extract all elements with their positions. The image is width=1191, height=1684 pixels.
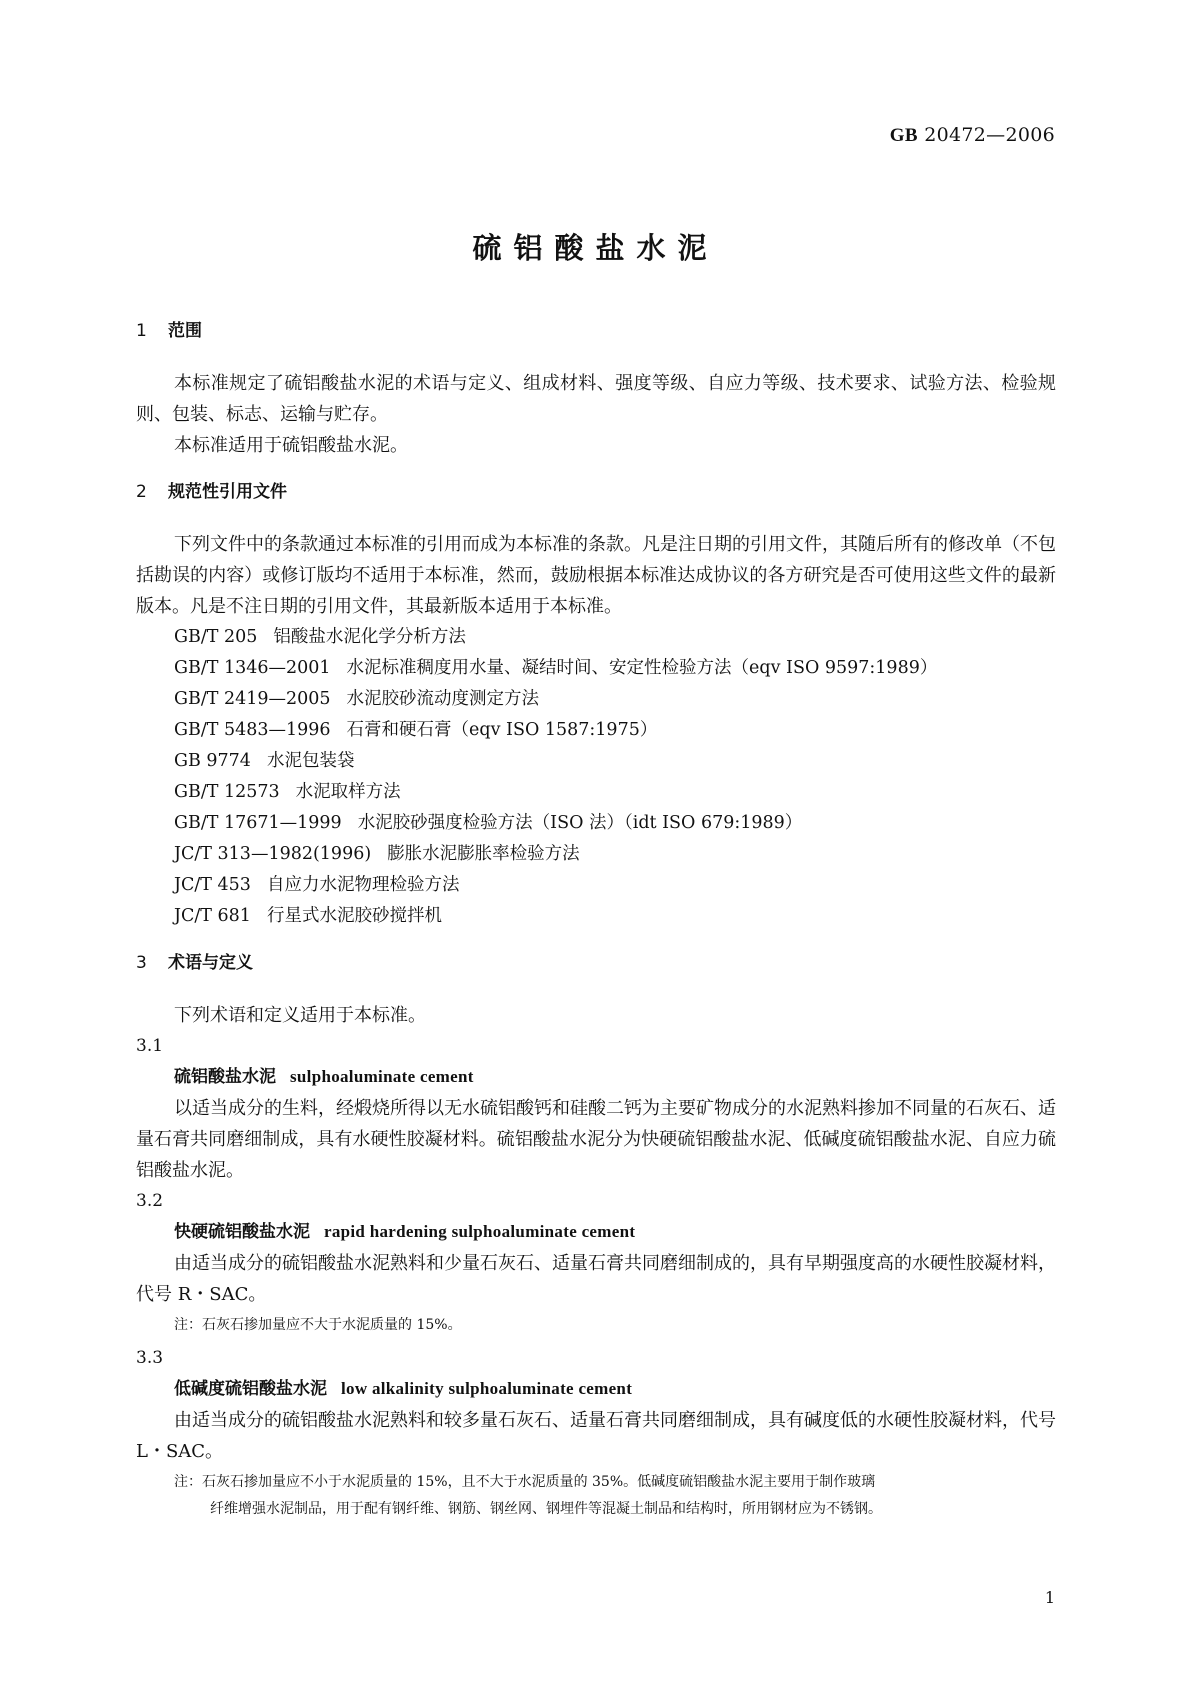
section-2-paragraph-1: 下列文件中的条款通过本标准的引用而成为本标准的条款。凡是注日期的引用文件，其随后所有的修改单（不包括勘误的内容）或修订版均不适用于本标准，然而，鼓励根据本标准达成协议的各方研究是否可使用这些文件的最新版本。凡是不注日期的引用文件，其最新版本适用于本标准。 <box>136 534 1056 617</box>
clause-number: 3.2 <box>136 1191 164 1211</box>
reference-item <box>136 901 1056 932</box>
reference-item <box>136 622 1056 653</box>
clause-number: 3.3 <box>136 1348 164 1368</box>
term-title <box>136 1373 1056 1405</box>
reference-title: 铝酸盐水泥化学分析方法 <box>273 627 466 647</box>
section-title: 范围 <box>168 321 202 341</box>
section-number: 1 <box>136 321 147 341</box>
standard-code <box>890 124 1055 147</box>
page-number: 1 <box>1044 1588 1055 1607</box>
reference-item <box>136 746 1056 777</box>
section-2-heading <box>136 481 1056 503</box>
term-zh: 硫铝酸盐水泥 <box>174 1067 276 1087</box>
reference-code: GB/T 12573 <box>174 782 280 802</box>
reference-code: GB/T 5483—1996 <box>174 720 331 740</box>
standard-prefix: GB <box>889 125 918 146</box>
reference-title: 行星式水泥胶砂搅拌机 <box>266 906 442 926</box>
reference-title: 膨胀水泥膨胀率检验方法 <box>387 844 580 864</box>
section-title: 规范性引用文件 <box>168 482 287 502</box>
reference-code: GB/T 205 <box>174 627 258 647</box>
reference-item <box>136 653 1056 684</box>
section-title: 术语与定义 <box>168 953 253 973</box>
reference-code: GB/T 2419—2005 <box>174 689 331 709</box>
term-note: 注：石灰石掺加量应不大于水泥质量的 15%。 <box>174 1317 462 1333</box>
reference-title: 水泥标准稠度用水量、凝结时间、安定性检验方法（eqv ISO 9597:1989） <box>346 658 938 678</box>
term-en: sulphoaluminate cement <box>290 1067 474 1086</box>
term-note-line-2: 纤维增强水泥制品，用于配有钢纤维、钢筋、钢丝网、钢埋件等混凝土制品和结构时，所用钢材应为不锈钢。 <box>210 1501 882 1517</box>
document-body <box>136 320 1056 1523</box>
reference-code: JC/T 313—1982(1996) <box>174 844 372 864</box>
section-1-paragraph-2: 本标准适用于硫铝酸盐水泥。 <box>174 435 408 456</box>
reference-code: GB/T 1346—2001 <box>174 658 331 678</box>
term-zh: 低碱度硫铝酸盐水泥 <box>174 1379 327 1399</box>
section-3-heading <box>136 952 1056 974</box>
term-definition: 由适当成分的硫铝酸盐水泥熟料和较多量石灰石、适量石膏共同磨细制成，具有碱度低的水硬性胶凝材料，代号 L・SAC。 <box>136 1410 1056 1462</box>
reference-title: 自应力水泥物理检验方法 <box>266 875 460 895</box>
term-zh: 快硬硫铝酸盐水泥 <box>174 1222 310 1242</box>
term-definition: 由适当成分的硫铝酸盐水泥熟料和少量石灰石、适量石膏共同磨细制成的，具有早期强度高的水硬性胶凝材料，代号 R・SAC。 <box>136 1253 1056 1305</box>
reference-title: 水泥胶砂流动度测定方法 <box>346 689 540 709</box>
section-3-paragraph-1: 下列术语和定义适用于本标准。 <box>174 1005 426 1026</box>
reference-item <box>136 870 1056 901</box>
reference-title: 石膏和硬石膏（eqv ISO 1587:1975） <box>346 720 658 740</box>
reference-title: 水泥取样方法 <box>295 782 401 802</box>
term-note-line-1: 注：石灰石掺加量应不小于水泥质量的 15%，且不大于水泥质量的 35%。低碱度硫铝酸盐水泥主要用于制作玻璃 <box>174 1474 876 1490</box>
document-title: 硫铝酸盐水泥 <box>472 231 719 265</box>
section-number: 2 <box>136 482 147 502</box>
reference-list <box>136 622 1056 932</box>
term-en: rapid hardening sulphoaluminate cement <box>324 1222 636 1241</box>
reference-code: JC/T 453 <box>174 875 251 895</box>
reference-title: 水泥包装袋 <box>266 751 355 771</box>
standard-number: 20472—2006 <box>924 124 1055 146</box>
section-1-paragraph-1: 本标准规定了硫铝酸盐水泥的术语与定义、组成材料、强度等级、自应力等级、技术要求、试验方法、检验规则、包装、标志、运输与贮存。 <box>136 373 1056 425</box>
reference-code: GB 9774 <box>174 751 251 771</box>
term-note <box>136 1469 1056 1523</box>
reference-item <box>136 715 1056 746</box>
reference-title: 水泥胶砂强度检验方法（ISO 法）（idt ISO 679:1989） <box>357 813 803 833</box>
clause-number: 3.1 <box>136 1036 164 1056</box>
term-title <box>136 1061 1056 1093</box>
reference-item <box>136 808 1056 839</box>
section-number: 3 <box>136 953 147 973</box>
term-title <box>136 1216 1056 1248</box>
term-definition: 以适当成分的生料，经煅烧所得以无水硫铝酸钙和硅酸二钙为主要矿物成分的水泥熟料掺加不同量的石灰石、适量石膏共同磨细制成，具有水硬性胶凝材料。硫铝酸盐水泥分为快硬硫铝酸盐水泥、低碱度硫铝酸盐水泥、自应力硫铝酸盐水泥。 <box>136 1098 1056 1181</box>
reference-item <box>136 777 1056 808</box>
term-en: low alkalinity sulphoaluminate cement <box>341 1379 633 1398</box>
reference-item <box>136 684 1056 715</box>
section-1-heading <box>136 320 1056 342</box>
reference-code: JC/T 681 <box>174 906 251 926</box>
reference-item <box>136 839 1056 870</box>
reference-code: GB/T 17671—1999 <box>174 813 342 833</box>
